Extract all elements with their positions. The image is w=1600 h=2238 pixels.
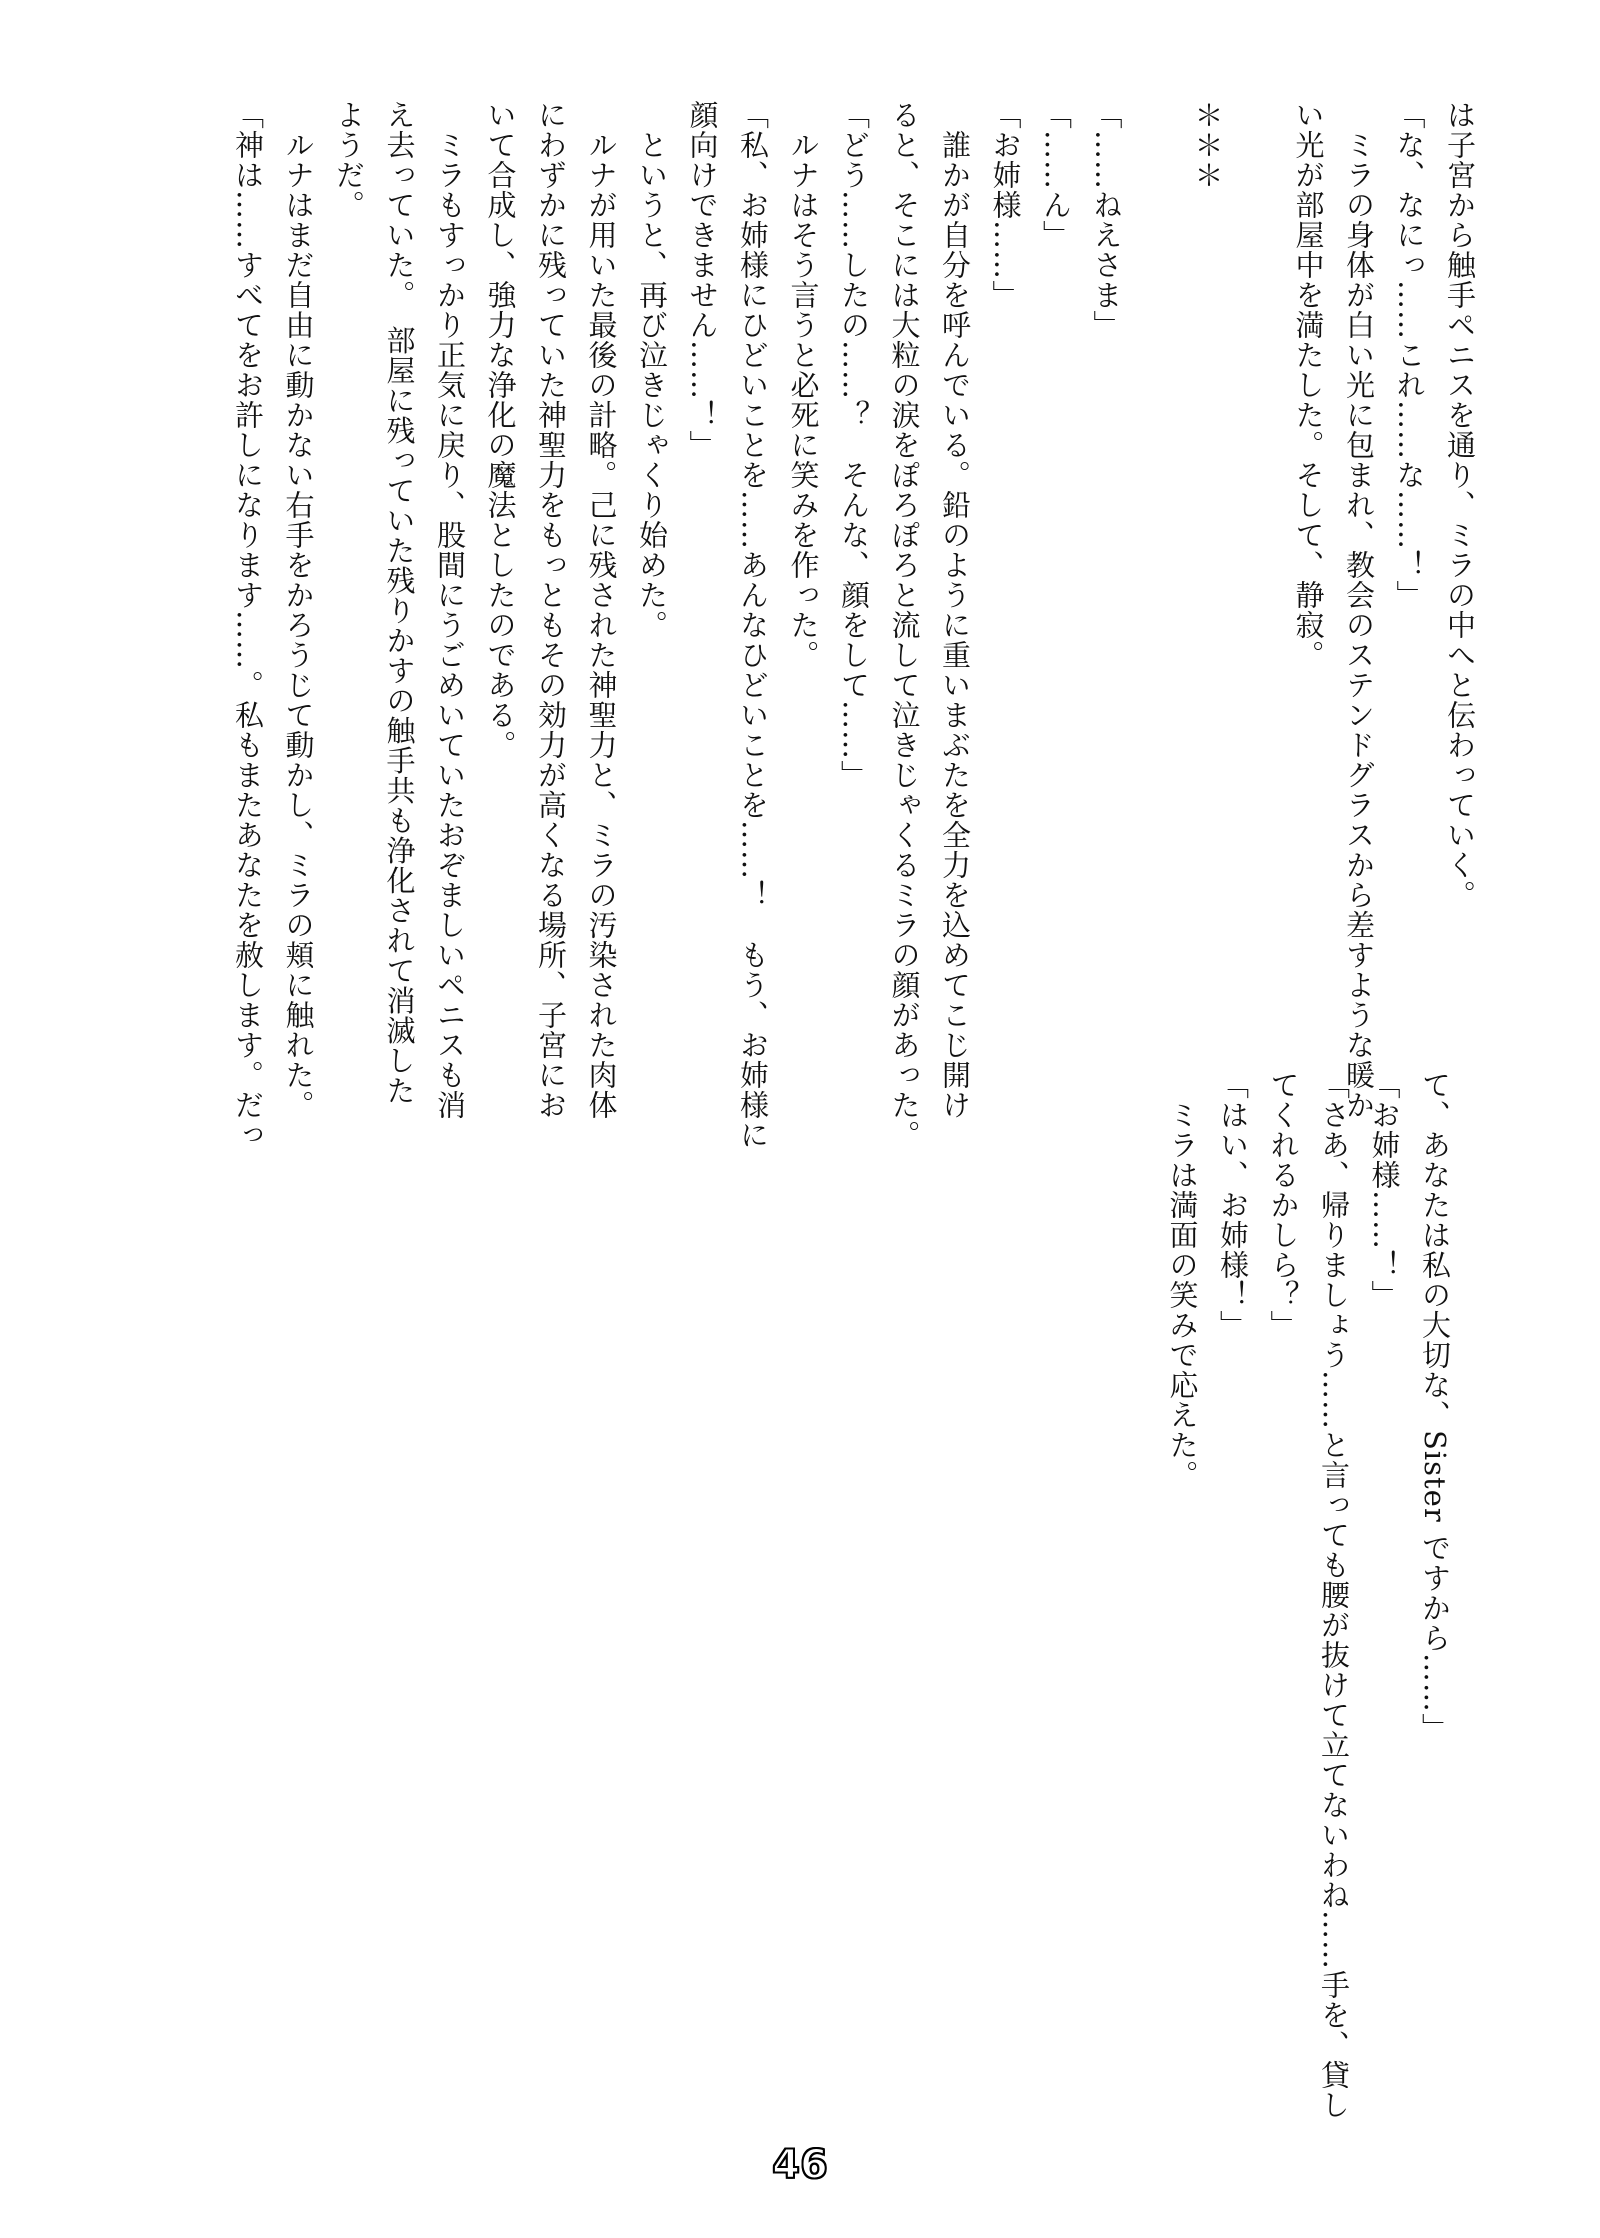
text-line: 「神は……すべてをお許しになります……。私もまたあなたを赦します。だっ <box>231 100 265 1150</box>
text-line: え去っていた。 部屋に残っていた残りかすの触手共も浄化されて消滅した <box>382 100 417 1106</box>
text-line: は子宮から触手ペニスを通り、ミラの中へと伝わっていく。 <box>1443 100 1477 910</box>
text-line: ミラの身体が白い光に包まれ、教会のステンドグラスから差すような暖か <box>1342 100 1376 1120</box>
text-line: ＊＊＊ <box>1190 100 1225 190</box>
text-line <box>1233 100 1284 1070</box>
upper-text-block <box>223 100 1486 1150</box>
text-line: 「お姉様……！」 <box>1367 1070 1402 1310</box>
text-line: ルナはまだ自由に動かない右手をかろうじて動かし、ミラの頬に触れた。 <box>281 100 316 1120</box>
text-line: い光が部屋中を満たした。そして、静寂。 <box>1291 100 1326 670</box>
text-line: 「な、なにっ……これ……な……！」 <box>1392 100 1427 610</box>
text-line: ミラもすっかり正気に戻り、股間にうごめいていたおぞましいペニスも消 <box>433 100 467 1120</box>
text-line: ミラは満面の笑みで応えた。 <box>1165 1070 1200 1490</box>
text-line: ルナが用いた最後の計略。己に残された神聖力と、ミラの汚染された肉体 <box>584 100 619 1120</box>
page-number: 46 <box>772 2142 828 2188</box>
text-line: ようだ。 <box>332 100 366 220</box>
text-line <box>1132 100 1183 1070</box>
text-line: ると、そこには大粒の涙をぽろぽろと流して泣きじゃくるミラの顔があった。 <box>887 100 922 1150</box>
text-line: 「さあ、帰りましょう……と言っても腰が抜けて立てないわね……手を、貸し <box>1317 1070 1351 2120</box>
text-line: 誰かが自分を呼んでいる。鉛のように重いまぶたを全力を込めてこじ開け <box>938 100 972 1120</box>
text-line: 「お姉様……」 <box>988 100 1023 310</box>
text-line: 「どう……したの……？ そんな、顔をして……」 <box>837 100 871 790</box>
lower-text-block <box>1070 1070 1460 2120</box>
text-line: て、あなたは私の大切な、Sister ですから……」 <box>1418 1070 1452 1743</box>
text-line: いて合成し、強力な浄化の魔法としたのである。 <box>483 100 518 760</box>
text-line: 「……ん」 <box>1039 100 1073 250</box>
text-line: 顔向けできません……！」 <box>685 100 720 460</box>
text-line: ルナはそう言うと必死に笑みを作った。 <box>786 100 821 670</box>
text-line: 「……ねえさま」 <box>1089 100 1124 340</box>
text-line: 「私、お姉様にひどいことを……あんなひどいことを……！ もう、お姉様に <box>736 100 770 1150</box>
text-line: にわずかに残っていた神聖力をもっともその効力が高くなる場所、子宮にお <box>534 100 568 1120</box>
text-line: てくれるかしら？」 <box>1266 1070 1301 1340</box>
text-line: 「はい、お姉様！」 <box>1216 1070 1250 1340</box>
text-line: というと、再び泣きじゃくり始めた。 <box>635 100 669 640</box>
